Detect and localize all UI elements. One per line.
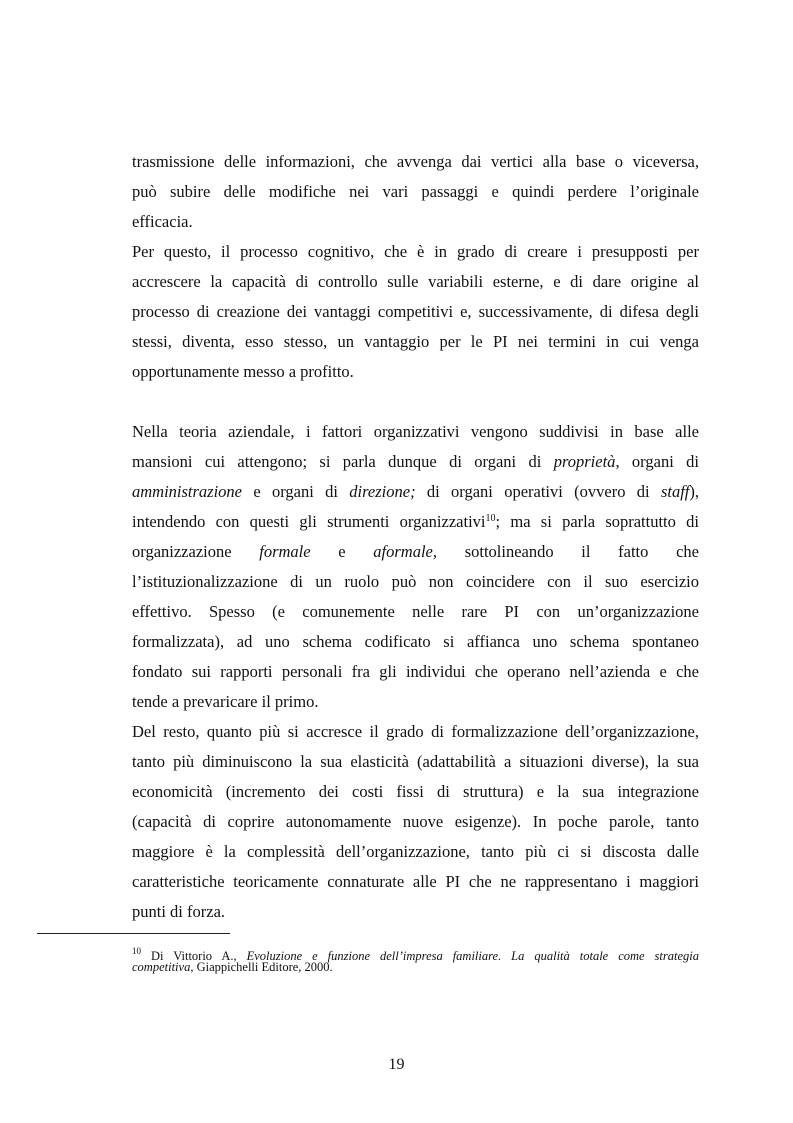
page-number: 19 [388,1056,405,1073]
italic-term: formale [259,542,311,561]
body-text-line: trasmissione delle informazioni, che avvenga dai vertici alla base o viceversa, [132,152,699,171]
footnote-title: competitiva, [132,960,194,974]
text-run: fatto [618,542,649,561]
text-run: ; ma si parla soprattutto di [495,512,700,531]
text-run: che [676,542,699,561]
body-text-line: (capacità di coprire autonomamente nuove esigenze). In poche parole, tanto [132,812,699,831]
text-run: intendendo con questi gli strumenti organizzativi [132,512,486,531]
text-run: e organi di [242,482,350,501]
body-text-line: accrescere la capacità di controllo sulle variabili esterne, e di dare origine al [132,272,699,291]
body-text-line [132,511,699,533]
text-run: sottolineando [464,542,554,561]
italic-term: aformale, [373,542,438,561]
footnote-number: 10 [132,946,141,956]
body-text-line: stessi, diventa, esso stesso, un vantaggio per le PI nei termini in cui venga [132,332,699,351]
footnote-title: Evoluzione e funzione dell’impresa familiare. La qualità totale come strategia [246,949,699,963]
footnote-separator [37,933,230,934]
body-text-line [132,481,699,503]
body-text-line [132,451,699,473]
body-text-line: efficacia. [132,212,193,231]
body-text-line: Per questo, il processo cognitivo, che è in grado di creare i presupposti per [132,242,699,261]
text-run: , organi di [615,452,699,471]
body-text-line: fondato sui rapporti personali fra gli individui che operano nell’azienda e che [132,662,699,681]
body-text-line: l’istituzionalizzazione di un ruolo può non coincidere con il suo esercizio [132,572,699,591]
text-run: ), [689,482,699,501]
body-text-line: può subire delle modifiche nei vari passaggi e quindi perdere l’originale [132,182,699,201]
body-text-line: processo di creazione dei vantaggi competitivi e, successivamente, di difesa degli [132,302,699,321]
body-text-line: formalizzata), ad uno schema codificato si affianca uno schema spontaneo [132,632,699,651]
text-run: di organi operativi (ovvero di [415,482,661,501]
footnote-reference[interactable]: 10 [485,513,496,524]
body-text-line: punti di forza. [132,902,226,921]
body-text-line: maggiore è la complessità dell’organizzazione, tanto più ci si discosta dalle [132,842,699,861]
footnote-line [132,959,699,975]
body-text-line: Del resto, quanto più si accresce il grado di formalizzazione dell’organizzazione, [132,722,699,741]
body-text-line: tende a prevaricare il primo. [132,692,319,711]
body-text-line: opportunamente messo a profitto. [132,362,354,381]
italic-term: direzione; [349,482,416,501]
body-text-line: economicità (incremento dei costi fissi di struttura) e la sua integrazione [132,782,699,801]
italic-term: amministrazione [132,482,243,501]
body-text-line [132,541,699,563]
text-run: organizzazione [132,542,232,561]
footnote-author: Di Vittorio A., [141,949,237,963]
italic-term: staff [660,482,690,501]
body-text-line: tanto più diminuiscono la sua elasticità (adattabilità a situazioni diverse), la sua [132,752,699,771]
text-run: e [338,542,346,561]
body-text-line: effettivo. Spesso (e comunemente nelle rare PI con un’organizzazione [132,602,699,621]
text-run: mansioni cui attengono; si parla dunque di organi di [132,452,554,471]
footnote-publisher: Giappichelli Editore, 2000. [193,960,333,974]
text-run: il [581,542,591,561]
body-text-line: Nella teoria aziendale, i fattori organizzativi vengono suddivisi in base alle [132,422,699,441]
italic-term: proprietà [553,452,616,471]
body-text-line: caratteristiche teoricamente connaturate alle PI che ne rappresentano i maggiori [132,872,699,891]
